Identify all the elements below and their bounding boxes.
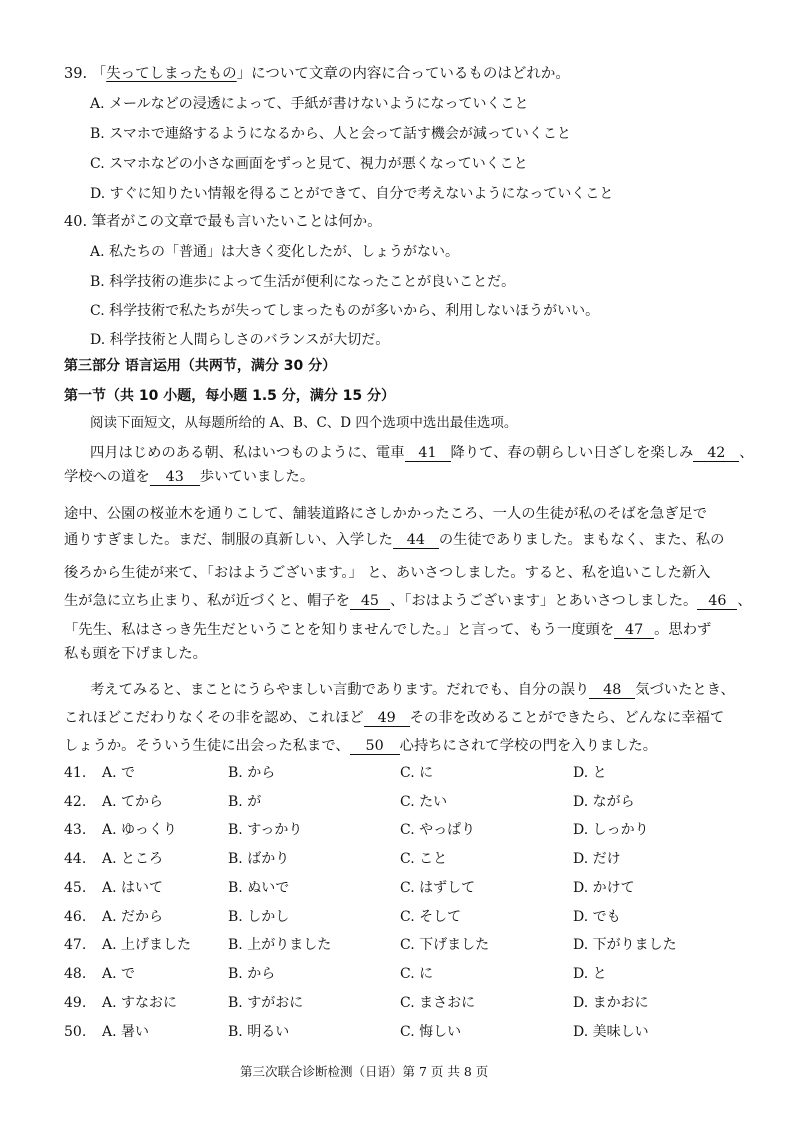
- passage-line-3: 途中、公園の桜並木を通りこして、舗装道路にさしかかったころ、一人の生徒が私のそばを急ぎ足で: [64, 506, 708, 522]
- choice-b: B. すっかり: [228, 822, 303, 838]
- choice-number: 45.: [64, 880, 87, 896]
- choice-b: B. ばかり: [228, 851, 290, 867]
- blank-46: 46: [697, 593, 737, 610]
- blank-49: 49: [364, 710, 410, 727]
- blank-41: 41: [405, 445, 451, 462]
- choice-b: B. から: [228, 966, 276, 982]
- passage-line-9: 考えてみると、まことにうらやましい言動であります。だれでも、自分の誤り 48 気づいたとき、: [90, 682, 735, 698]
- blank-50: 50: [350, 738, 400, 755]
- choice-d: D. でも: [573, 909, 621, 925]
- choice-a: A. だから: [102, 909, 164, 925]
- instruction: 阅读下面短文，从每题所给的 A、B、C、D 四个选项中选出最佳选项。: [90, 415, 518, 431]
- passage-line-4: 通りすぎました。まだ、制服の真新しい、入学した 44 の生徒でありました。まもなく、また、私の: [64, 532, 725, 548]
- q39-option-b: B. スマホで連絡するようになるから、人と会って話す機会が減っていくこと: [90, 126, 571, 142]
- blank-47: 47: [614, 622, 654, 639]
- choice-b: B. すがおに: [228, 995, 304, 1011]
- choice-number: 42.: [64, 794, 87, 810]
- choice-a: A. はいて: [102, 880, 164, 896]
- question-number: 40.: [64, 214, 88, 230]
- choice-c: C. はずして: [400, 880, 476, 896]
- q40-option-b: B. 科学技術の進歩によって生活が便利になったことが良いことだ。: [90, 274, 516, 290]
- choice-a: A. 上げました: [102, 937, 192, 953]
- choice-number: 46.: [64, 909, 87, 925]
- choice-c: C. そして: [400, 909, 462, 925]
- choice-c: C. まさおに: [400, 995, 476, 1011]
- page-footer: 第三次联合诊断检测（日语）第 7 页 共 8 页: [240, 1064, 489, 1079]
- choice-c: C. に: [400, 765, 434, 781]
- choice-d: D. と: [573, 765, 607, 781]
- choice-b: B. しかし: [228, 909, 290, 925]
- choice-b: B. から: [228, 765, 276, 781]
- part3-heading: 第三部分 语言运用（共两节，满分 30 分）: [64, 358, 337, 374]
- question-text: について文章の内容に合っているものはどれか。: [251, 66, 570, 82]
- question-40-stem: [64, 212, 382, 232]
- q39-option-c: C. スマホなどの小さな画面をずっと見て、視力が悪くなっていくこと: [90, 156, 528, 172]
- choice-d: D. 美味しい: [573, 1024, 649, 1040]
- choice-number: 49.: [64, 995, 87, 1011]
- choice-d: D. ながら: [573, 794, 635, 810]
- choice-number: 47.: [64, 937, 87, 953]
- blank-48: 48: [589, 682, 635, 699]
- q40-option-d: D. 科学技術と人間らしさのバランスが大切だ。: [90, 332, 390, 348]
- choice-number: 41.: [64, 765, 87, 781]
- passage-line-6: 生が急に立ち止まり、私が近づくと、帽子を 45 、「おはようございます」とあいさつしました。 46 、: [64, 593, 752, 609]
- passage-line-1: 四月はじめのある朝、私はいつものように、電車 41 降りて、春の朝らしい日ざしを楽しみ 42 、: [90, 445, 754, 461]
- q39-option-a: A. メールなどの浸透によって、手紙が書けないようになっていくこと: [90, 96, 529, 112]
- choice-number: 43.: [64, 822, 87, 838]
- choice-number: 48.: [64, 966, 87, 982]
- choice-c: C. 悔しい: [400, 1024, 462, 1040]
- choice-a: A. ところ: [102, 851, 164, 867]
- passage-line-10: これほどこだわりなくその非を認め、これほど 49 その非を改めることができたら、どんなに幸福て: [64, 710, 725, 726]
- q40-option-c: C. 科学技術で私たちが失ってしまったものが多いから、利用しないほうがいい。: [90, 303, 600, 319]
- choice-a: A. 暑い: [102, 1024, 150, 1040]
- q40-option-a: A. 私たちの「普通」は大きく変化したが、しょうがない。: [90, 244, 460, 260]
- choice-b: B. ぬいで: [228, 880, 290, 896]
- passage-line-11: しょうか。そういう生徒に出会った私まで、 50 心持ちにされて学校の門を入りました。: [64, 738, 657, 754]
- choice-d: D. しっかり: [573, 822, 649, 838]
- choice-c: C. たい: [400, 794, 448, 810]
- choice-d: D. と: [573, 966, 607, 982]
- choice-a: A. すなおに: [102, 995, 178, 1011]
- passage-line-5: 後ろから生徒が来て、「おはようございます。」 と、あいさつしました。すると、私を追いこした新入: [64, 565, 711, 581]
- blank-45: 45: [350, 593, 390, 610]
- blank-44: 44: [393, 532, 439, 549]
- question-number: 39.: [64, 66, 88, 82]
- blank-43: 43: [150, 469, 200, 486]
- choice-a: A. ゆっくり: [102, 822, 177, 838]
- quote-open: 「: [91, 66, 107, 82]
- choice-c: C. 下げました: [400, 937, 490, 953]
- choice-d: D. かけて: [573, 880, 635, 896]
- blank-42: 42: [693, 445, 739, 462]
- choice-b: B. 明るい: [228, 1024, 290, 1040]
- passage-line-7: 「先生、私はさっき先生だということを知りませんでした。」と言って、もう一度頭を 47 。思わず: [64, 622, 712, 638]
- choice-a: A. で: [102, 765, 136, 781]
- quote-close: 」: [236, 66, 252, 82]
- choice-a: A. で: [102, 966, 136, 982]
- choice-c: C. やっぱり: [400, 822, 476, 838]
- choice-d: D. 下がりました: [573, 937, 677, 953]
- choice-number: 50.: [64, 1024, 87, 1040]
- question-text: 筆者がこの文章で最も言いたいことは何か。: [91, 214, 382, 230]
- choice-d: D. まかおに: [573, 995, 649, 1011]
- choice-b: B. 上がりました: [228, 937, 332, 953]
- choice-b: B. が: [228, 794, 262, 810]
- choice-a: A. てから: [102, 794, 164, 810]
- underlined-phrase: 失ってしまったもの: [106, 66, 237, 82]
- choice-c: C. に: [400, 966, 434, 982]
- choice-d: D. だけ: [573, 851, 621, 867]
- section1-heading: 第一节（共 10 小题，每小题 1.5 分，满分 15 分）: [64, 388, 396, 404]
- passage-line-2: 学校への道を 43 歩いていました。: [64, 469, 315, 485]
- choice-c: C. こと: [400, 851, 448, 867]
- choice-number: 44.: [64, 851, 87, 867]
- passage-line-8: 私も頭を下げました。: [64, 646, 207, 662]
- question-39-stem: [64, 64, 570, 84]
- q39-option-d: D. すぐに知りたい情報を得ることができて、自分で考えないようになっていくこと: [90, 186, 614, 202]
